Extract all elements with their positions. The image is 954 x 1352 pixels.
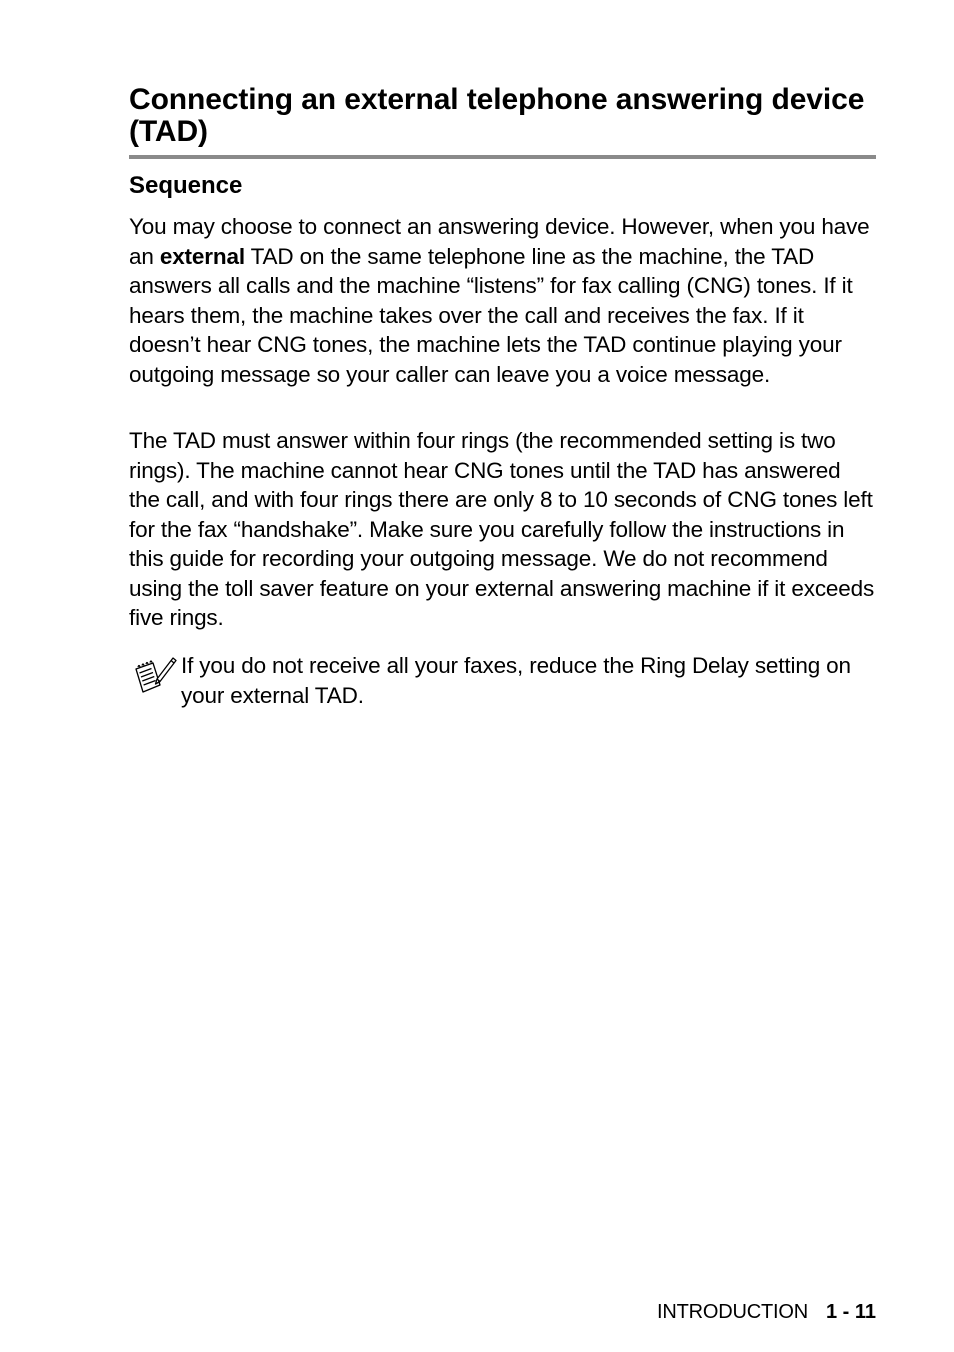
footer-page-number: 1 - 11 <box>825 1301 876 1323</box>
page-footer <box>560 1300 876 1324</box>
note-text: If you do not receive all your faxes, reduce the Ring Delay setting on your external TAD. <box>181 653 851 708</box>
title-underline <box>129 155 876 159</box>
page-title: Connecting an external telephone answering device (TAD) <box>129 83 865 148</box>
paragraph-1-text-start: You may choose to connect an answering device. However, when you have an <box>129 214 870 269</box>
note-pencil-icon <box>133 655 177 699</box>
section-heading: Sequence <box>129 172 243 199</box>
footer-section-name: INTRODUCTION <box>657 1301 808 1323</box>
body-paragraph-2: The TAD must answer within four rings (the recommended setting is two rings). The machine cannot hear CNG tones until the TAD has answered the call, and with four rings there are only 8 to 10 seconds of CNG tones left for the fax “handshake”. Make sure you carefully follow the instructions in this guide for recording your outgoing message. We do not recommend using the toll saver feature on your external answering machine if it exceeds five rings. <box>129 428 875 630</box>
paragraph-1-text-end: TAD on the same telephone line as the machine, the TAD answers all calls and the machine “listens” for fax calling (CNG) tones. If it hears them, the machine takes over the call and receives the fax. If it doesn’t hear CNG tones, the machine lets the TAD continue playing your outgoing message so your caller can leave you a voice message. <box>129 243 853 387</box>
body-paragraph-1 <box>129 212 877 389</box>
paragraph-1-bold-word: external <box>159 243 245 269</box>
